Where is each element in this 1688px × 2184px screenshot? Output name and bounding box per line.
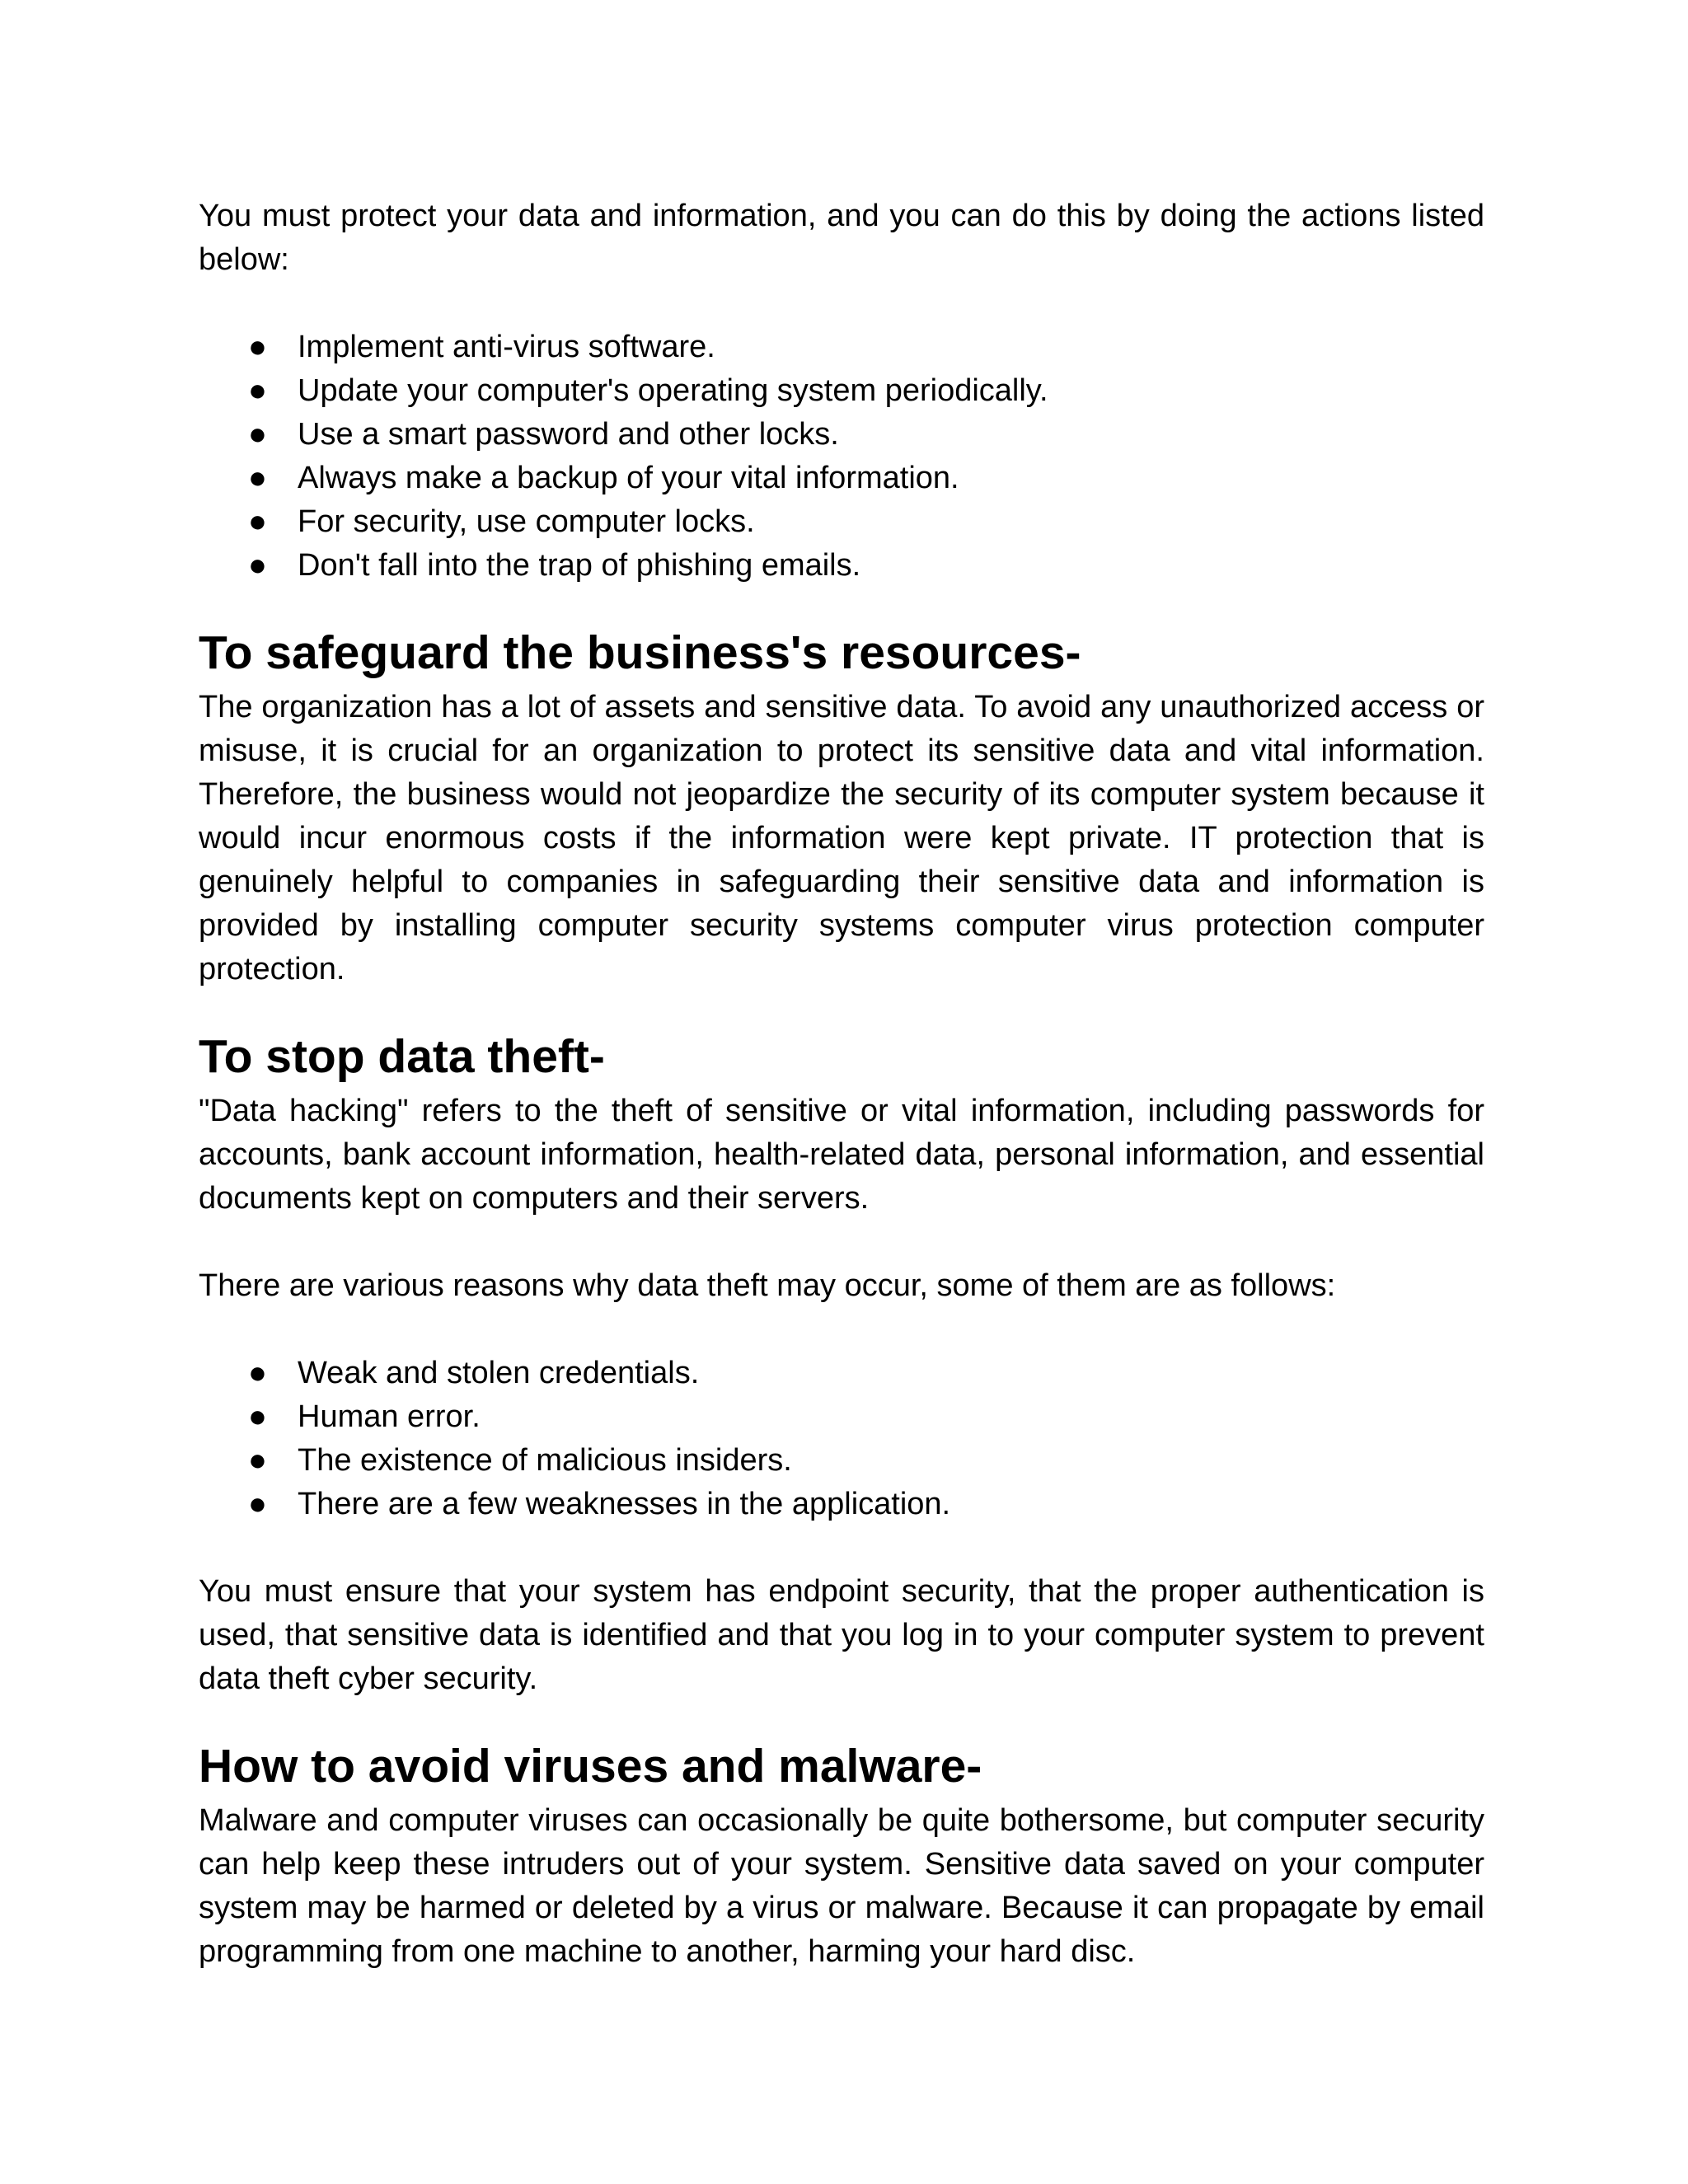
intro-paragraph: You must protect your data and information, and you can do this by doing the actions listed below: bbox=[199, 199, 1484, 277]
list-item bbox=[199, 1483, 1484, 1526]
resources-paragraph: The organization has a lot of assets and sensitive data. To avoid any unauthorized access or misuse, it is crucial for an organization to protect its sensitive data and vital information. Therefore, the business would not jeopardize the security of its computer system because it would incur enormous costs if the information were kept private. IT protection that is genuinely helpful to companies in safeguarding their sensitive data and information is provided by installing computer security systems computer virus protection computer protection. bbox=[199, 690, 1484, 987]
list-item bbox=[199, 1352, 1484, 1395]
data-theft-paragraph: "Data hacking" refers to the theft of sensitive or vital information, including passwords for accounts, bank account information, health-related data, personal information, and essential documents kept on computers and their servers. bbox=[199, 1094, 1484, 1216]
list-item-text: Implement anti-virus software. bbox=[298, 330, 715, 364]
bullet-icon: ● bbox=[248, 1399, 267, 1434]
list-item bbox=[199, 1395, 1484, 1439]
list-item-text: The existence of malicious insiders. bbox=[298, 1443, 792, 1478]
bullet-icon: ● bbox=[248, 1487, 267, 1521]
bullet-icon: ● bbox=[248, 461, 267, 495]
list-item bbox=[199, 544, 1484, 588]
bullet-icon: ● bbox=[248, 330, 267, 364]
section-heading-resources: To safeguard the business's resources- bbox=[199, 626, 1081, 679]
list-item bbox=[199, 369, 1484, 413]
list-item bbox=[199, 1439, 1484, 1483]
list-item-text: Use a smart password and other locks. bbox=[298, 417, 839, 452]
bullet-icon: ● bbox=[248, 548, 267, 583]
list-item-text: Update your computer's operating system periodically. bbox=[298, 373, 1048, 408]
list-item bbox=[199, 457, 1484, 500]
list-item bbox=[199, 413, 1484, 457]
list-item-text: Human error. bbox=[298, 1399, 481, 1434]
list-item-text: Always make a backup of your vital information. bbox=[298, 461, 959, 495]
bullet-icon: ● bbox=[248, 373, 267, 408]
list-item-text: For security, use computer locks. bbox=[298, 504, 755, 539]
bullet-icon: ● bbox=[248, 1443, 267, 1478]
list-item bbox=[199, 500, 1484, 544]
bullet-icon: ● bbox=[248, 504, 267, 539]
section-heading-malware: How to avoid viruses and malware- bbox=[199, 1740, 982, 1793]
data-theft-closing-paragraph: You must ensure that your system has endpoint security, that the proper authentication is used, that sensitive data is identified and that you log in to your computer system to prevent data theft cyber security. bbox=[199, 1574, 1484, 1696]
bullet-icon: ● bbox=[248, 417, 267, 452]
malware-paragraph: Malware and computer viruses can occasionally be quite bothersome, but computer security can help keep these intruders out of your system. Sensitive data saved on your computer system may be harmed or deleted by a virus or malware. Because it can propagate by email programming from one machine to another, harming your hard disc. bbox=[199, 1803, 1484, 1969]
bullet-icon: ● bbox=[248, 1356, 267, 1390]
section-heading-data-theft: To stop data theft- bbox=[199, 1030, 605, 1083]
document-page bbox=[199, 194, 1484, 1974]
list-item-text: Weak and stolen credentials. bbox=[298, 1356, 700, 1390]
reasons-intro-paragraph: There are various reasons why data theft may occur, some of them are as follows: bbox=[199, 1268, 1336, 1303]
list-item bbox=[199, 326, 1484, 369]
protect-list bbox=[199, 326, 1484, 588]
list-item-text: Don't fall into the trap of phishing emails. bbox=[298, 548, 861, 583]
list-item-text: There are a few weaknesses in the application. bbox=[298, 1487, 951, 1521]
reasons-list bbox=[199, 1352, 1484, 1526]
